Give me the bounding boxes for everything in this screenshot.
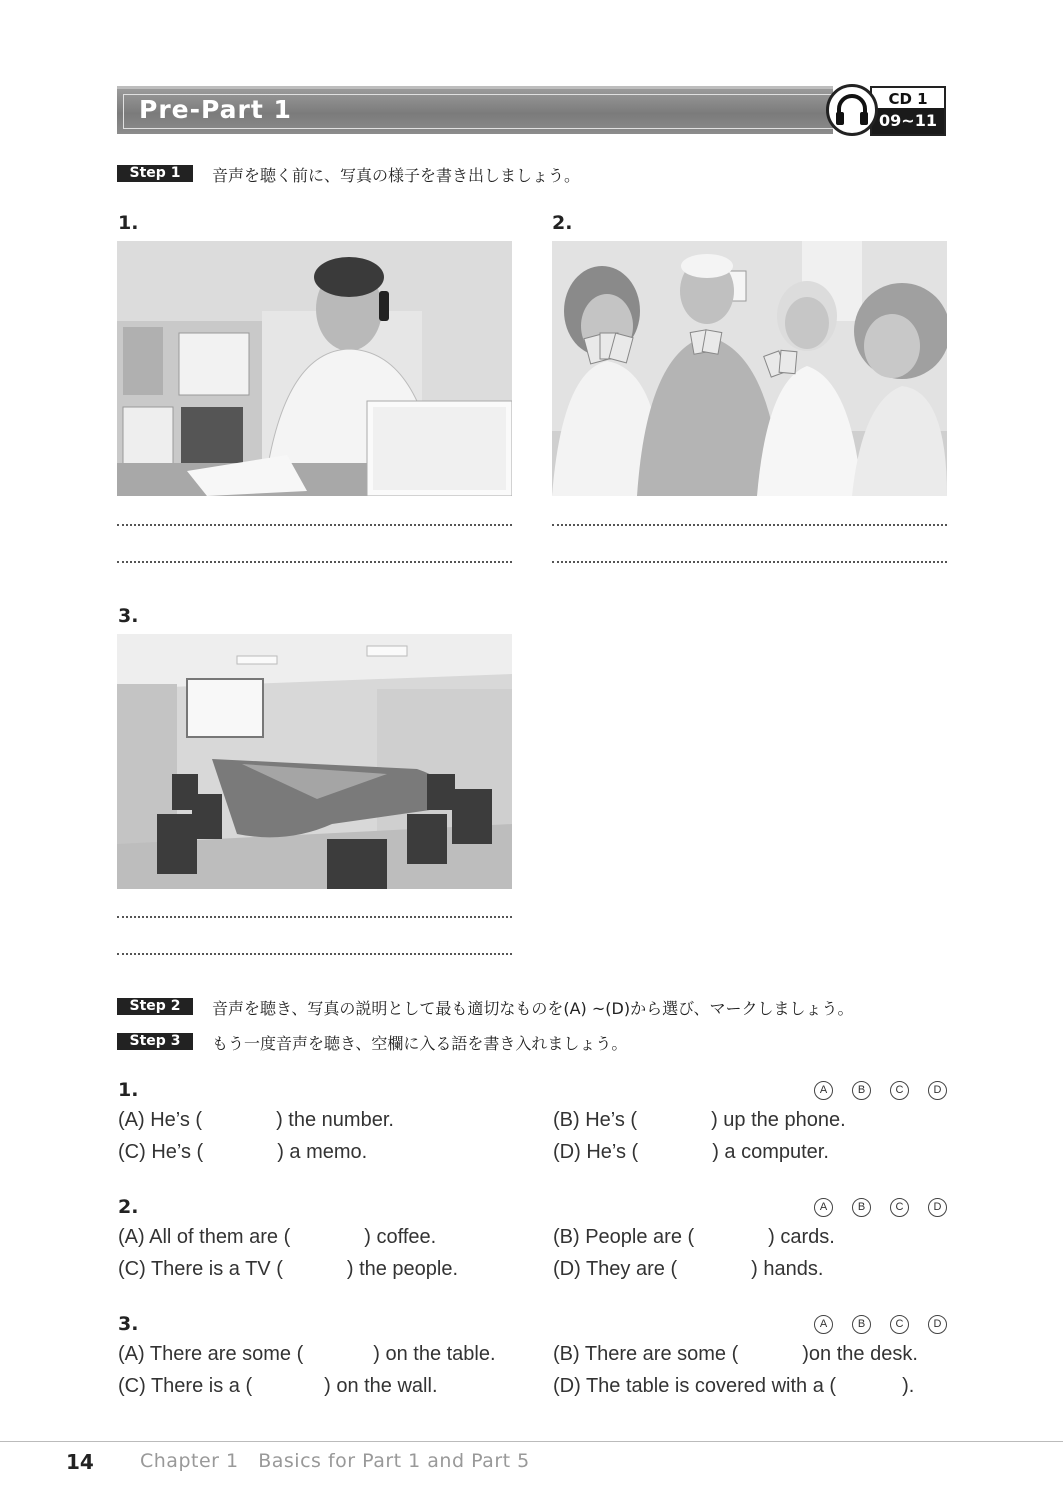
answer-line[interactable] <box>117 916 512 918</box>
answer-mark-c[interactable]: C <box>890 1315 909 1334</box>
answer-mark-c[interactable]: C <box>890 1081 909 1100</box>
step3-label: Step 3 <box>117 1033 193 1050</box>
section-title: Pre-Part 1 <box>139 95 292 124</box>
answer-line[interactable] <box>117 561 512 563</box>
choice-3d: (D) The table is covered with a ( ). <box>553 1375 915 1397</box>
answer-marks-1 <box>814 1081 944 1103</box>
step3-instruction: もう一度音声を聴き、空欄に入る語を書き入れましょう。 <box>212 1034 628 1053</box>
choice-2c: (C) There is a TV ( ) the people. <box>118 1258 459 1280</box>
choice-2b: (B) People are ( ) cards. <box>553 1226 835 1248</box>
step2-instruction: 音声を聴き、写真の説明として最も適切なものを(A) ~(D)から選び、マークしましょう。 <box>212 999 854 1018</box>
question-number-3: 3. <box>118 1313 139 1335</box>
photo-number-2: 2. <box>552 212 573 234</box>
choice-1c: (C) He’s ( ) a memo. <box>118 1141 368 1163</box>
section-header-bar <box>117 86 833 134</box>
answer-mark-a[interactable]: A <box>814 1315 833 1334</box>
photo-seniors-playing-cards <box>552 241 947 496</box>
answer-mark-d[interactable]: D <box>928 1081 947 1100</box>
choice-3c: (C) There is a ( ) on the wall. <box>118 1375 438 1397</box>
cd-tracks: 09~11 <box>872 108 944 134</box>
photo-number-1: 1. <box>118 212 139 234</box>
answer-mark-b[interactable]: B <box>852 1198 871 1217</box>
step1-instruction: 音声を聴く前に、写真の様子を書き出しましょう。 <box>212 166 581 185</box>
choice-1b: (B) He’s ( ) up the phone. <box>553 1109 846 1131</box>
answer-mark-a[interactable]: A <box>814 1198 833 1217</box>
step2-label: Step 2 <box>117 998 193 1015</box>
cd-track-box <box>870 86 946 136</box>
headphones-icon <box>826 84 878 136</box>
answer-marks-3 <box>814 1315 944 1337</box>
answer-marks-2 <box>814 1198 944 1220</box>
answer-mark-c[interactable]: C <box>890 1198 909 1217</box>
answer-line[interactable] <box>552 561 947 563</box>
cd-badge <box>826 84 948 138</box>
question-number-2: 2. <box>118 1196 139 1218</box>
choice-1a: (A) He’s ( ) the number. <box>118 1109 394 1131</box>
answer-mark-d[interactable]: D <box>928 1315 947 1334</box>
choice-3b: (B) There are some ( )on the desk. <box>553 1343 918 1365</box>
answer-line[interactable] <box>552 524 947 526</box>
footer-divider <box>0 1441 1063 1442</box>
answer-line[interactable] <box>117 524 512 526</box>
chapter-title: Chapter 1 Basics for Part 1 and Part 5 <box>140 1450 530 1472</box>
answer-mark-d[interactable]: D <box>928 1198 947 1217</box>
photo-man-on-phone <box>117 241 512 496</box>
choice-2a: (A) All of them are ( ) coffee. <box>118 1226 437 1248</box>
choice-3a: (A) There are some ( ) on the table. <box>118 1343 496 1365</box>
question-number-1: 1. <box>118 1079 139 1101</box>
choice-2d: (D) They are ( ) hands. <box>553 1258 824 1280</box>
answer-mark-b[interactable]: B <box>852 1315 871 1334</box>
photo-conference-room <box>117 634 512 889</box>
cd-label: CD 1 <box>888 90 928 108</box>
answer-mark-a[interactable]: A <box>814 1081 833 1100</box>
page-number: 14 <box>66 1450 94 1474</box>
step1-label: Step 1 <box>117 165 193 182</box>
answer-line[interactable] <box>117 953 512 955</box>
answer-mark-b[interactable]: B <box>852 1081 871 1100</box>
photo-number-3: 3. <box>118 605 139 627</box>
choice-1d: (D) He’s ( ) a computer. <box>553 1141 829 1163</box>
